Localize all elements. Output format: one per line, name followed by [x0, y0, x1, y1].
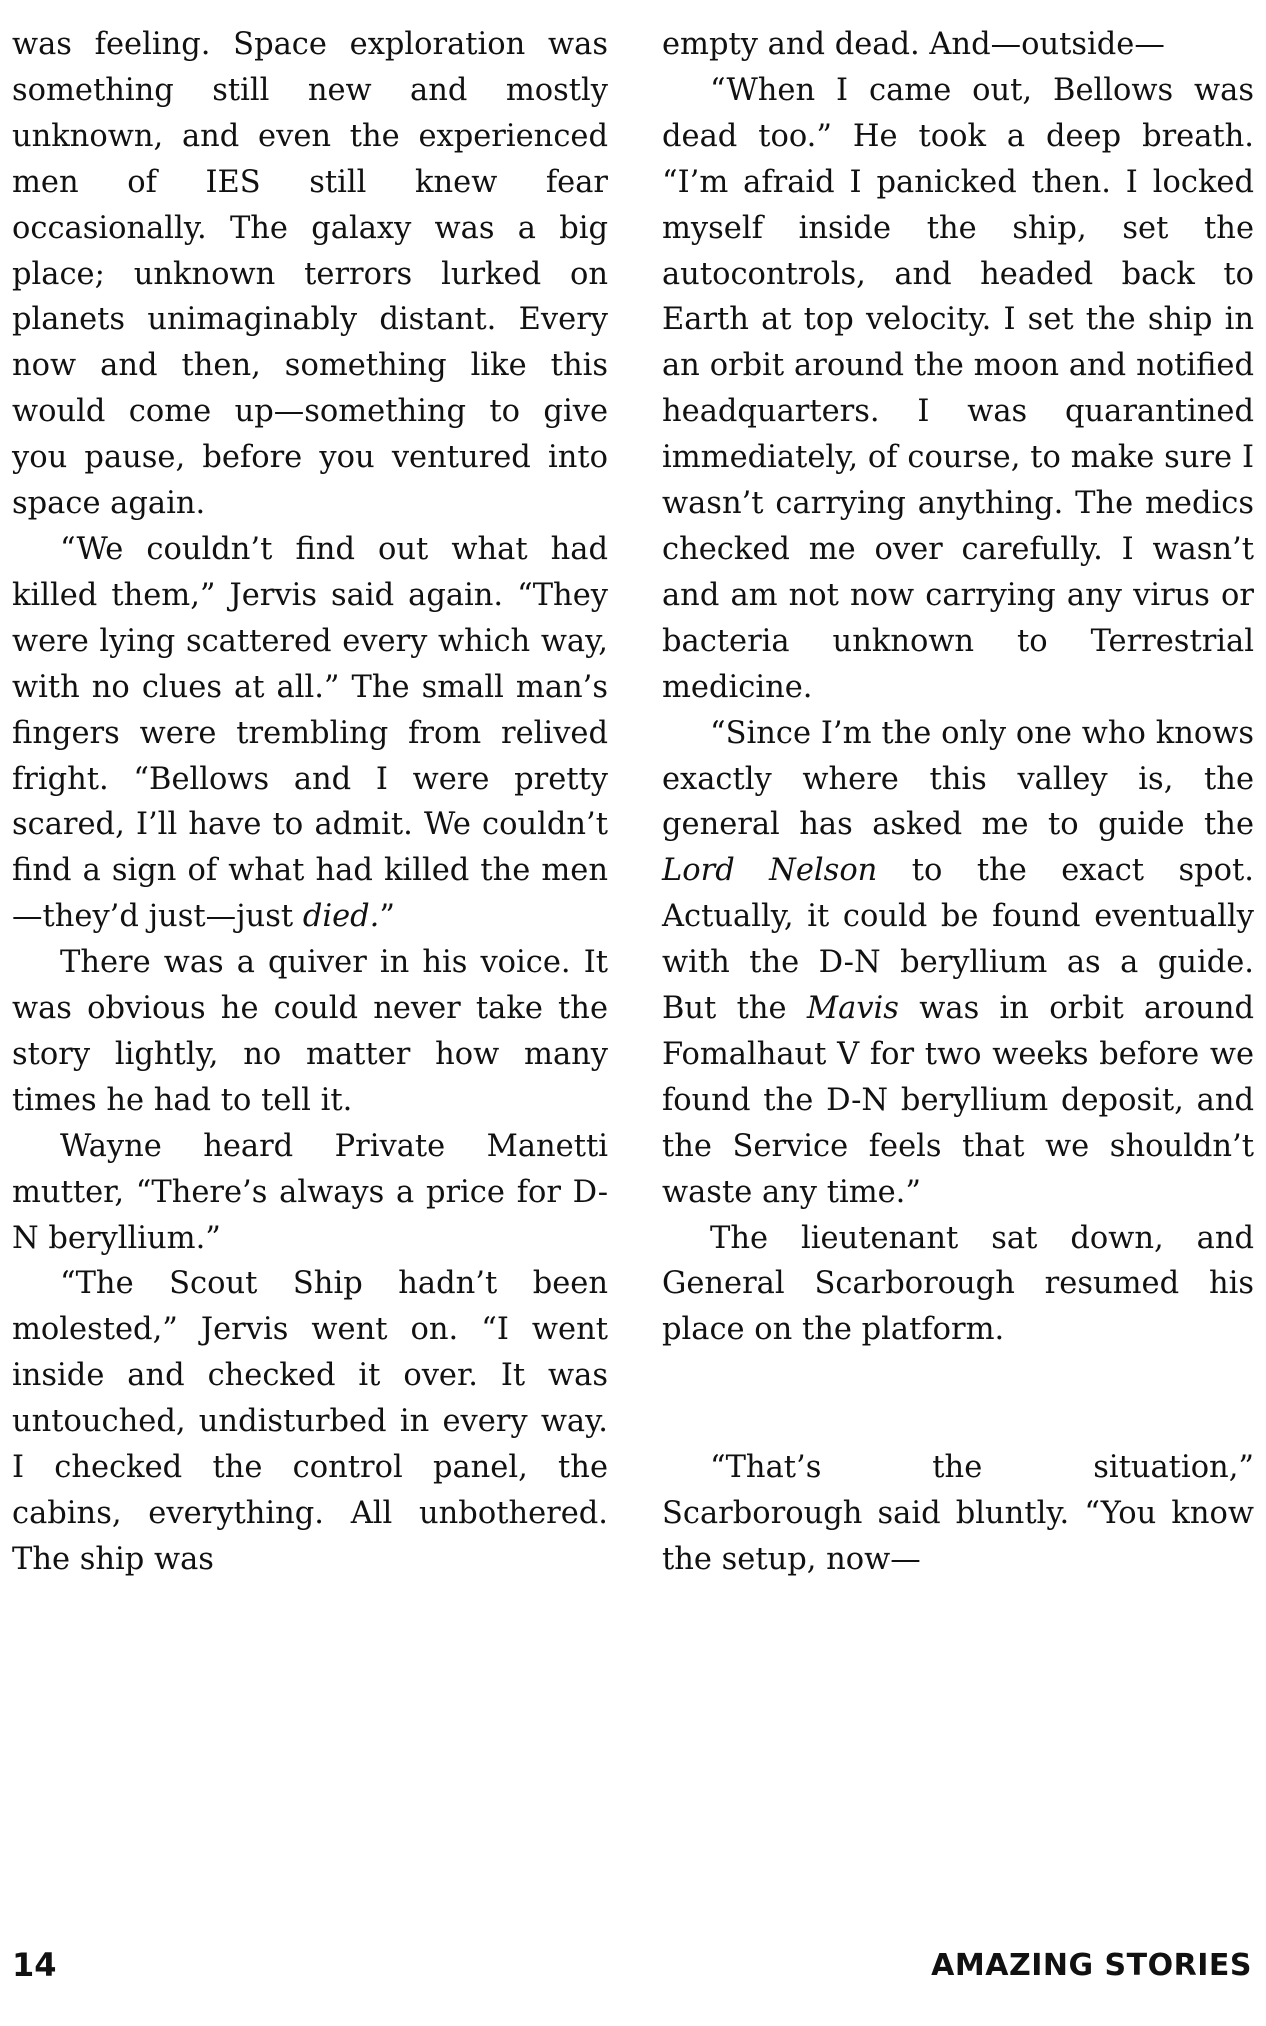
paragraph: There was a quiver in his voice. It was obvious he could never take the story lightly, no matter how many times he had to tell it. [12, 945, 608, 1118]
paragraph: was feeling. Space exploration was something still new and mostly unknown, and even the experienced men of IES still knew fear occasionally. The galaxy was a big place; unknown terrors lurked on planets unimaginably distant. Every now and then, something like this would come up—something to give you pause, before you ventured into space again. [12, 27, 608, 522]
closing-quote: ” [379, 899, 395, 935]
page-footer [0, 1946, 1266, 1996]
paragraph: empty and dead. And—outside— [662, 27, 1165, 62]
text-column-right [662, 22, 1254, 1583]
paragraph: “The Scout Ship hadn’t been molested,” Jervis went on. “I went inside and checked it over. It was untouched, undisturbed in every way. I checked the control panel, the cabins, everything. All unbothered. The ship was [12, 1266, 608, 1577]
paragraph: “That’s the situation,” Scarborough said bluntly. “You know the setup, now— [662, 1450, 1254, 1578]
emphasis: died. [302, 899, 380, 935]
paragraph-text: was in orbit around Fomalhaut V for two weeks before we found the D-N beryllium deposit, and the Service feels that we shouldn’t waste any time.” [662, 991, 1254, 1210]
paragraph-text: “We couldn’t find out what had killed them,” Jervis said again. “They were lying scattered every which way, with no clues at all.” The small man’s fingers were trembling from relived fright. “Bellows and I were pretty scared, I’ll have to admit. We couldn’t find a sign of what had killed the men—they’d just—just [12, 531, 608, 935]
magazine-title: AMAZING STORIES [931, 1948, 1252, 1983]
paragraph-text: “Since I’m the only one who knows exactly where this valley is, the general has asked me to guide the [662, 715, 1254, 843]
ship-name: Mavis [806, 991, 899, 1027]
page-number: 14 [12, 1946, 57, 1984]
paragraph: Wayne heard Private Manetti mutter, “There’s always a price for D-N beryllium.” [12, 1128, 608, 1256]
text-column-left [12, 22, 608, 1583]
paragraph: The lieutenant sat down, and General Scarborough resumed his place on the platform. [662, 1220, 1254, 1348]
paragraph-text: to the exact spot. Actually, it could be found eventually with the D-N beryllium as a guide. But the [662, 853, 1254, 1027]
paragraph [12, 527, 608, 940]
ship-name: Lord Nelson [662, 853, 878, 889]
paragraph: “When I came out, Bellows was dead too.” He took a deep breath. “I’m afraid I panicked then. I locked myself inside the ship, set the autocontrols, and headed back to Earth at top velocity. I set the ship in an orbit around the moon and notified headquarters. I was quarantined immediately, of course, to make sure I wasn’t carrying anything. The medics checked me over carefully. I wasn’t and am not now carrying any virus or bacteria unknown to Terrestrial medicine. [662, 72, 1254, 705]
paragraph [662, 711, 1254, 1216]
